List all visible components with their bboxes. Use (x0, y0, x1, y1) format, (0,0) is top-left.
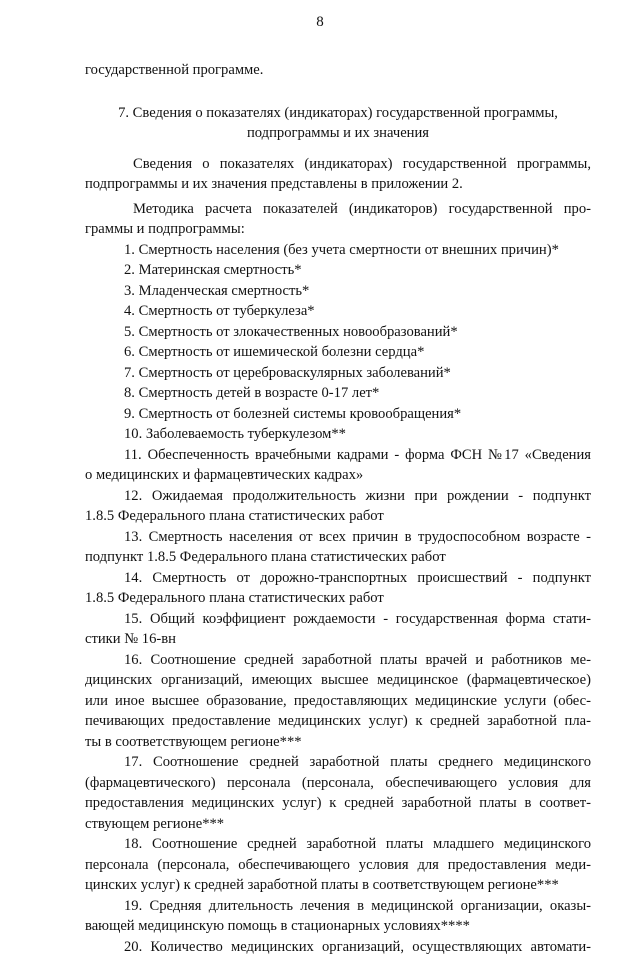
list-item-line: цинских услуг) к средней заработной платы в соответствующем регионе*** (85, 875, 591, 896)
list-item: 10. Заболеваемость туберкулезом** (85, 424, 591, 445)
list-item: 6. Смертность от ишемической болезни сердца* (85, 342, 591, 363)
section-heading-line-2: подпрограммы и их значения (85, 123, 591, 144)
list-item-first-line: 19. Средняя длительность лечения в медицинской организации, оказы- (85, 896, 591, 917)
list-item-first-line: 15. Общий коэффициент рождаемости - государственная форма стати- (85, 609, 591, 630)
list-item-12 (85, 486, 591, 527)
list-item-first-line: 17. Соотношение средней заработной платы среднего медицинского (85, 752, 591, 773)
section-heading-line-1: 7. Сведения о показателях (индикаторах) государственной программы, (85, 103, 591, 124)
list-item: 8. Смертность детей в возрасте 0-17 лет* (85, 383, 591, 404)
list-item: 1. Смертность населения (без учета смертности от внешних причин)* (85, 240, 591, 261)
list-item-19 (85, 896, 591, 937)
list-item-line: стики № 16-вн (85, 629, 591, 650)
list-item-line: (фармацевтического) персонала (персонала, обеспечивающего условия для (85, 773, 591, 794)
list-item-first-line: 16. Соотношение средней заработной платы врачей и работников ме- (85, 650, 591, 671)
list-item-13 (85, 527, 591, 568)
paragraph-line: Сведения о показателях (индикаторах) государственной программы, (85, 154, 591, 175)
list-item-18 (85, 834, 591, 896)
paragraph-line: граммы и подпрограммы: (85, 219, 591, 240)
paragraph-line: Методика расчета показателей (индикаторов) государственной про- (85, 199, 591, 220)
list-item-15 (85, 609, 591, 650)
list-item-line: вающей медицинскую помощь в стационарных условиях**** (85, 916, 591, 937)
document-body (85, 60, 591, 957)
list-item-first-line: 13. Смертность населения от всех причин в трудоспособном возрасте - (85, 527, 591, 548)
intro-line: государственной программе. (85, 60, 591, 81)
list-item-first-line: 12. Ожидаемая продолжительность жизни при рождении - подпункт (85, 486, 591, 507)
list-item-line: подпункт 1.8.5 Федерального плана статистических работ (85, 547, 591, 568)
list-item-line: или иное высшее образование, предоставляющих медицинские услуги (обес- (85, 691, 591, 712)
list-item-line: ты в соответствующем регионе*** (85, 732, 591, 753)
paragraph-1 (85, 154, 591, 195)
list-item-line: ствующем регионе*** (85, 814, 591, 835)
list-item: 7. Смертность от цереброваскулярных заболеваний* (85, 363, 591, 384)
list-item-first-line: 18. Соотношение средней заработной платы младшего медицинского (85, 834, 591, 855)
list-item-17 (85, 752, 591, 834)
list-item-line: персонала (персонала, обеспечивающего условия для предоставления меди- (85, 855, 591, 876)
list-item: 5. Смертность от злокачественных новообразований* (85, 322, 591, 343)
list-item-first-line: 20. Количество медицинских организаций, осуществляющих автомати- (85, 937, 591, 957)
list-item-line: о медицинских и фармацевтических кадрах» (85, 465, 591, 486)
list-item-line: дицинских организаций, имеющих высшее медицинское (фармацевтическое) (85, 670, 591, 691)
list-item: 4. Смертность от туберкулеза* (85, 301, 591, 322)
page-number: 8 (0, 14, 640, 31)
section-heading (85, 103, 591, 144)
list-item: 3. Младенческая смертность* (85, 281, 591, 302)
list-item: 9. Смертность от болезней системы кровообращения* (85, 404, 591, 425)
list-item-14 (85, 568, 591, 609)
list-item-11 (85, 445, 591, 486)
list-item-line: 1.8.5 Федерального плана статистических работ (85, 588, 591, 609)
paragraph-2 (85, 199, 591, 240)
list-item-20 (85, 937, 591, 957)
list-item-line: печивающих предоставление медицинских услуг) к средней заработной пла- (85, 711, 591, 732)
list-item-first-line: 11. Обеспеченность врачебными кадрами - форма ФСН №17 «Сведения (85, 445, 591, 466)
indicator-list (85, 240, 591, 957)
paragraph-line: подпрограммы и их значения представлены в приложении 2. (85, 174, 591, 195)
list-item-first-line: 14. Смертность от дорожно-транспортных происшествий - подпункт (85, 568, 591, 589)
list-item-line: 1.8.5 Федерального плана статистических работ (85, 506, 591, 527)
list-item-line: предоставления медицинских услуг) к средней заработной платы в соответ- (85, 793, 591, 814)
list-item: 2. Материнская смертность* (85, 260, 591, 281)
list-item-16 (85, 650, 591, 753)
